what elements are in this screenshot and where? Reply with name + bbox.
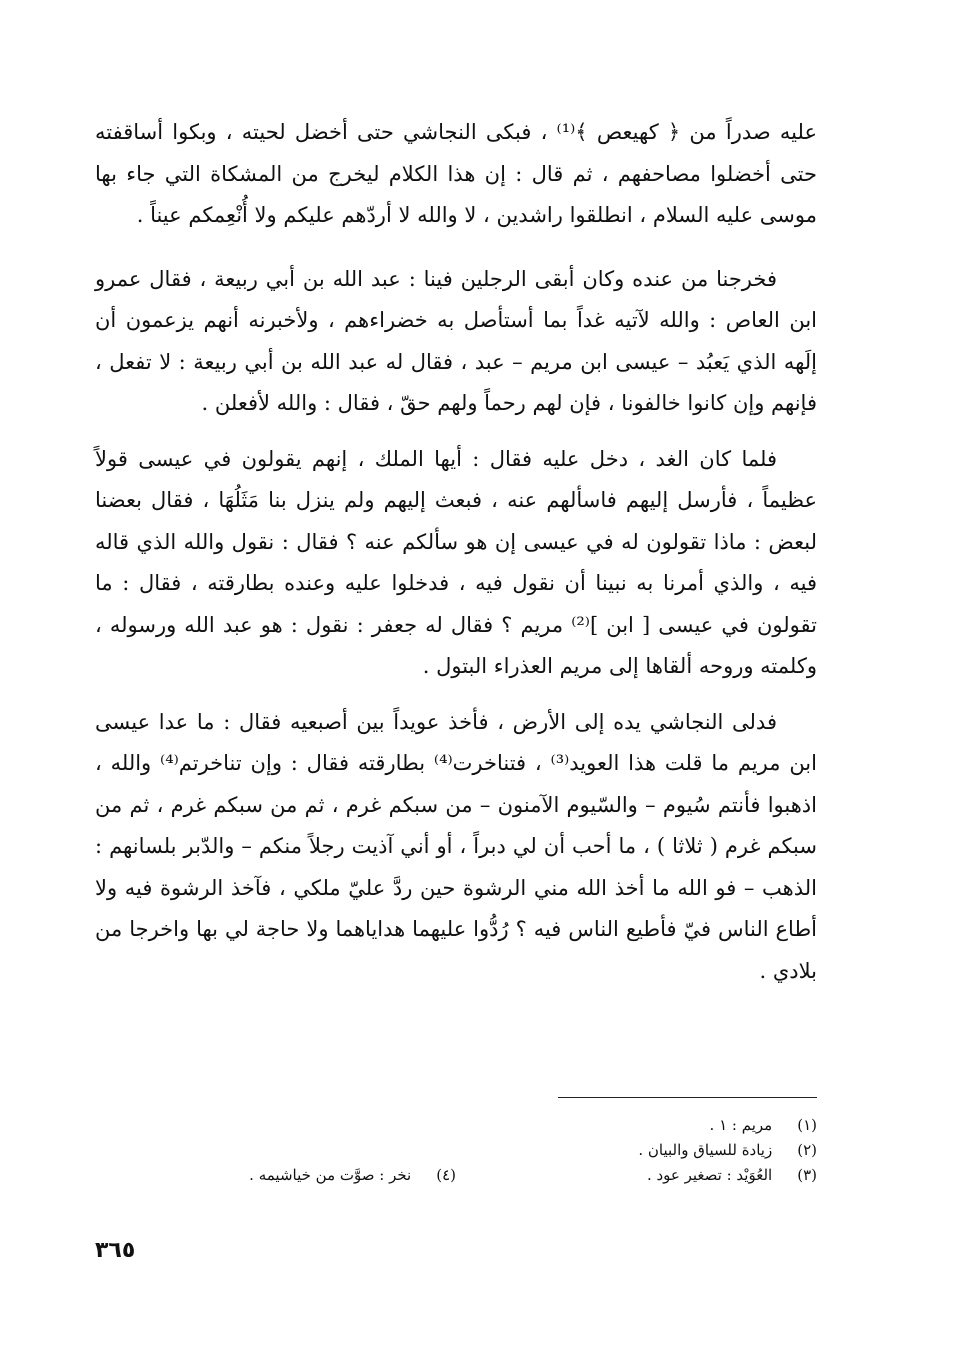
footnote-number: (٢): [797, 1141, 817, 1159]
paragraph-3: فلما كان الغد ، دخل عليه فقال : أيها الملك ، إنهم يقولون في عيسى قولاً عظيماً ، فأرسل إليهم فاسألهم عنه ، فبعث إليهم ولم ينزل بنا مَثَلُهَا ، فقال بعضنا لبعض : ماذا تقولون له في عيسى إن هو سألكم عنه ؟ فقال : نقول والله الذي قاله فيه ، والذي أمرنا به نبينا أن نقول فيه ، فدخلوا عليه وعنده بطارقته ، فقال : ما تقولون في عيسى [ ابن ]⁽²⁾ مريم ؟ فقال له جعفر : نقول : هو عبد الله ورسوله ، وكلمته وروحه ألقاها إلى مريم العذراء البتول .: [95, 446, 817, 678]
paragraph-1: عليه صدراً من ﴿ كهيعص ﴾⁽¹⁾ ، فبكى النجاشي حتى أخضل لحيته ، وبكوا أساقفته حتى أخضلوا مصاحفهم ، ثم قال : إن هذا الكلام ليخرج من المشكاة التي جاء بها موسى عليه السلام ، انطلقوا راشدين ، لا والله لا أردّهم عليكم ولا أُنْعِمكم عيناً .: [95, 120, 817, 227]
footnote-number: (٣): [797, 1166, 817, 1184]
footnote-1: [417, 1113, 817, 1138]
footnote-row: [95, 1163, 817, 1188]
footnote-2: [417, 1138, 817, 1163]
footnote-text: العُوَيْد : تصغير عود .: [646, 1166, 773, 1184]
footnote-text: نخر : صوَّت من خياشيمه .: [249, 1166, 412, 1184]
footnote-row: [95, 1138, 817, 1163]
footnote-text: زيادة للسياق والبيان .: [638, 1141, 773, 1159]
footnote-4: [95, 1163, 456, 1188]
footnote-divider: [558, 1097, 817, 1098]
footnotes: [95, 1113, 817, 1188]
footnote-3: [456, 1163, 817, 1188]
paragraph-2: فخرجنا من عنده وكان أبقى الرجلين فينا : عبد الله بن أبي ربيعة ، فقال عمرو ابن العاص : والله لآتيه غداً بما أستأصل به خضراءهم ، ولأخبرنه أنهم يزعمون أن إلَهه الذي يَعبُد – عيسى ابن مريم – عبد ، فقال له عبد الله بن أبي ربيعة : لا تفعل ، فإنهم وإن كانوا خالفونا ، فإن لهم رحماً ولهم حقّ ، فقال : والله لأفعلن .: [95, 266, 817, 415]
book-page-body: [95, 112, 817, 992]
page-number: ٣٦٥: [95, 1238, 136, 1263]
footnote-text: مريم : ١ .: [709, 1116, 773, 1134]
footnote-number: (٤): [436, 1166, 456, 1184]
paragraph-4: فدلى النجاشي يده إلى الأرض ، فأخذ عويداً بين أصبعيه فقال : ما عدا عيسى ابن مريم ما قلت هذا العويد⁽³⁾ ، فتناخرت⁽⁴⁾ بطارقته فقال : وإن تناخرتم⁽⁴⁾ والله ، اذهبوا فأنتم سُيوم – والسّيوم الآمنون – من سبكم غرم ، ثم من سبكم غرم ، ثم من سبكم غرم ( ثلاثا ) ، ما أحب أن لي دبراً ، أو أني آذيت رجلاً منكم – والدّبر بلسانهم : الذهب – فو الله ما أخذ الله مني الرشوة حين ردَّ عليّ ملكي ، فآخذ الرشوة فيه ولا أطاع الناس فيّ فأطيع الناس فيه ؟ رُدُّوا عليهما هداياهما ولا حاجة لي بها واخرجا من بلادي .: [95, 709, 817, 983]
footnote-row: [95, 1113, 817, 1138]
footnote-number: (١): [797, 1116, 817, 1134]
